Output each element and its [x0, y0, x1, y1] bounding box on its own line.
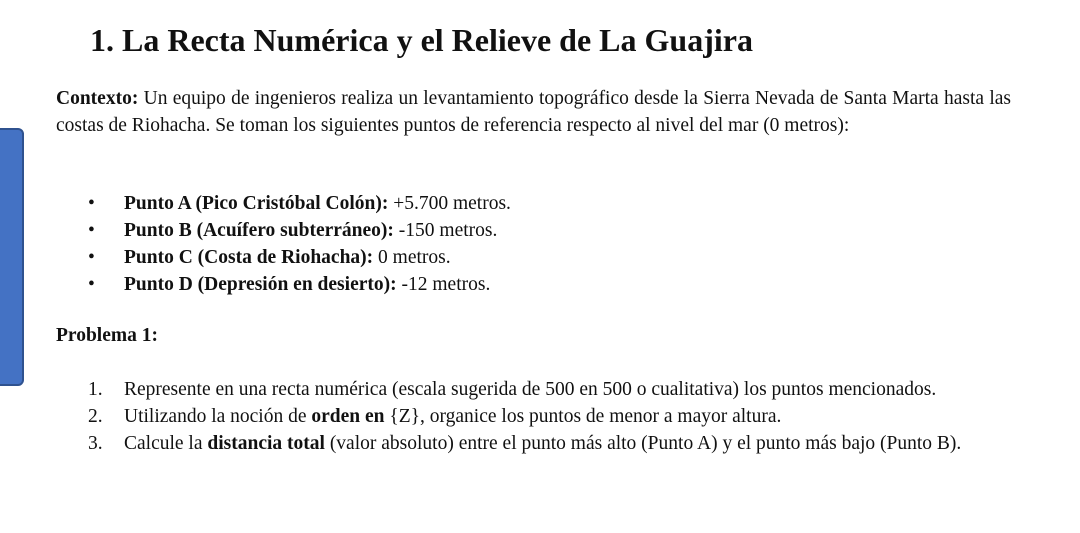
list-item-task-1 [88, 376, 1011, 403]
point-a-value: +5.700 metros. [388, 193, 511, 214]
task-3-post: (valor absoluto) entre el punto más alto (Punto A) y el punto más bajo (Punto B). [324, 433, 962, 454]
list-item-point-b [88, 217, 511, 244]
point-b-value: -150 metros. [393, 220, 498, 241]
task-3-number: 3. [88, 433, 103, 454]
page-title: 1. La Recta Numérica y el Relieve de La Guajira [90, 22, 753, 58]
task-2-bold: orden en [311, 406, 385, 427]
task-3-pre: Calcule la [124, 433, 208, 454]
list-item-point-d [88, 271, 511, 298]
task-2-post: {Z}, organice los puntos de menor a mayor altura. [384, 406, 782, 427]
point-c-label: Punto C (Costa de Riohacha): [124, 247, 374, 268]
task-2-pre: Utilizando la noción de [124, 406, 312, 427]
task-1-number: 1. [88, 379, 103, 400]
list-item-task-3 [88, 430, 1011, 457]
list-item-task-2 [88, 403, 1011, 430]
point-d-label: Punto D (Depresión en desierto): [124, 274, 397, 295]
list-item-point-a [88, 190, 511, 217]
side-tab-shape [0, 128, 24, 386]
context-paragraph [56, 85, 1011, 139]
list-item-point-c [88, 244, 511, 271]
problem-heading: Problema 1: [56, 325, 158, 346]
task-2-number: 2. [88, 406, 103, 427]
context-text: Un equipo de ingenieros realiza un levantamiento topográfico desde la Sierra Nevada de Santa Marta hasta las costas de Riohacha. Se toman los siguientes puntos de referencia respecto al nivel del mar (0 metros): [56, 88, 1011, 136]
point-b-label: Punto B (Acuífero subterráneo): [124, 220, 394, 241]
point-d-value: -12 metros. [396, 274, 491, 295]
tasks-list [88, 376, 1011, 457]
task-1-text: Represente en una recta numérica (escala sugerida de 500 en 500 o cualitativa) los puntos mencionados. [124, 379, 937, 400]
task-3-bold: distancia total [207, 433, 325, 454]
context-label: Contexto: [56, 88, 139, 109]
point-a-label: Punto A (Pico Cristóbal Colón): [124, 193, 389, 214]
point-c-value: 0 metros. [373, 247, 451, 268]
reference-points-list [88, 190, 511, 298]
